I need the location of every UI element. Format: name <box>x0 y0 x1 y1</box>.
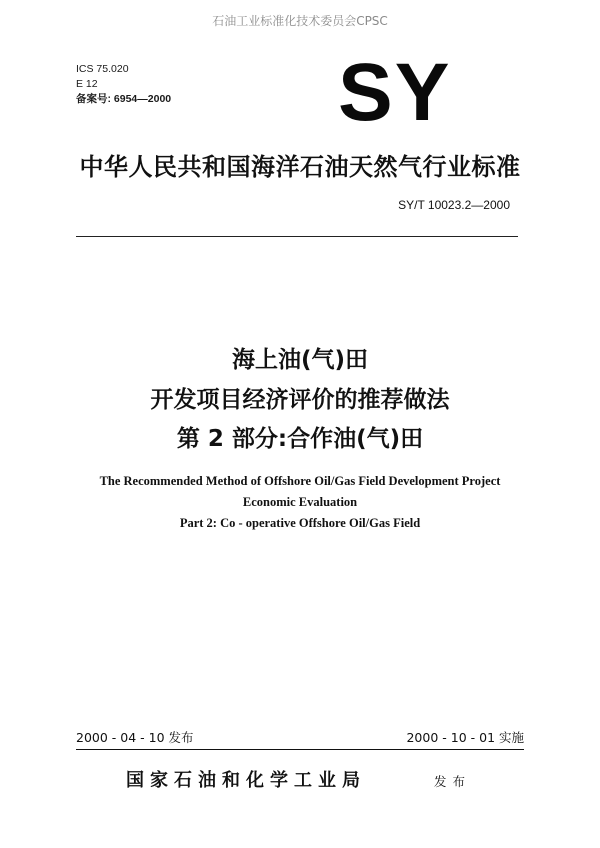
header-divider <box>76 236 518 237</box>
issue-date: 2000 - 04 - 10 发布 <box>76 730 194 745</box>
title-en-line-2: Economic Evaluation <box>242 495 358 509</box>
title-en-line-1: The Recommended Method of Offshore Oil/Gas Field Development Project <box>99 474 501 488</box>
title-en-line-3: Part 2: Co - operative Offshore Oil/Gas Field <box>179 516 421 530</box>
footer-divider <box>76 749 524 750</box>
effective-date: 2000 - 10 - 01 实施 <box>406 730 524 745</box>
organization-title: 中华人民共和国海洋石油天然气行业标准 <box>79 153 521 181</box>
ics-code: ICS 75.020 <box>76 63 129 75</box>
record-number: 备案号: 6954—2000 <box>76 93 172 105</box>
title-zh-line-1: 海上油(气)田 <box>231 347 369 373</box>
standard-number: SY/T 10023.2—2000 <box>398 198 510 212</box>
watermark: 石油工业标准化技术委员会CPSC <box>212 14 388 28</box>
issuing-label: 发布 <box>434 774 472 789</box>
title-zh-line-2: 开发项目经济评价的推荐做法 <box>150 387 450 413</box>
sy-logo: SY <box>338 47 452 138</box>
classification-code: E 12 <box>76 78 98 90</box>
title-zh-line-3: 第 2 部分:合作油(气)田 <box>176 426 424 452</box>
issuing-authority: 国家石油和化学工业局 <box>126 770 366 791</box>
